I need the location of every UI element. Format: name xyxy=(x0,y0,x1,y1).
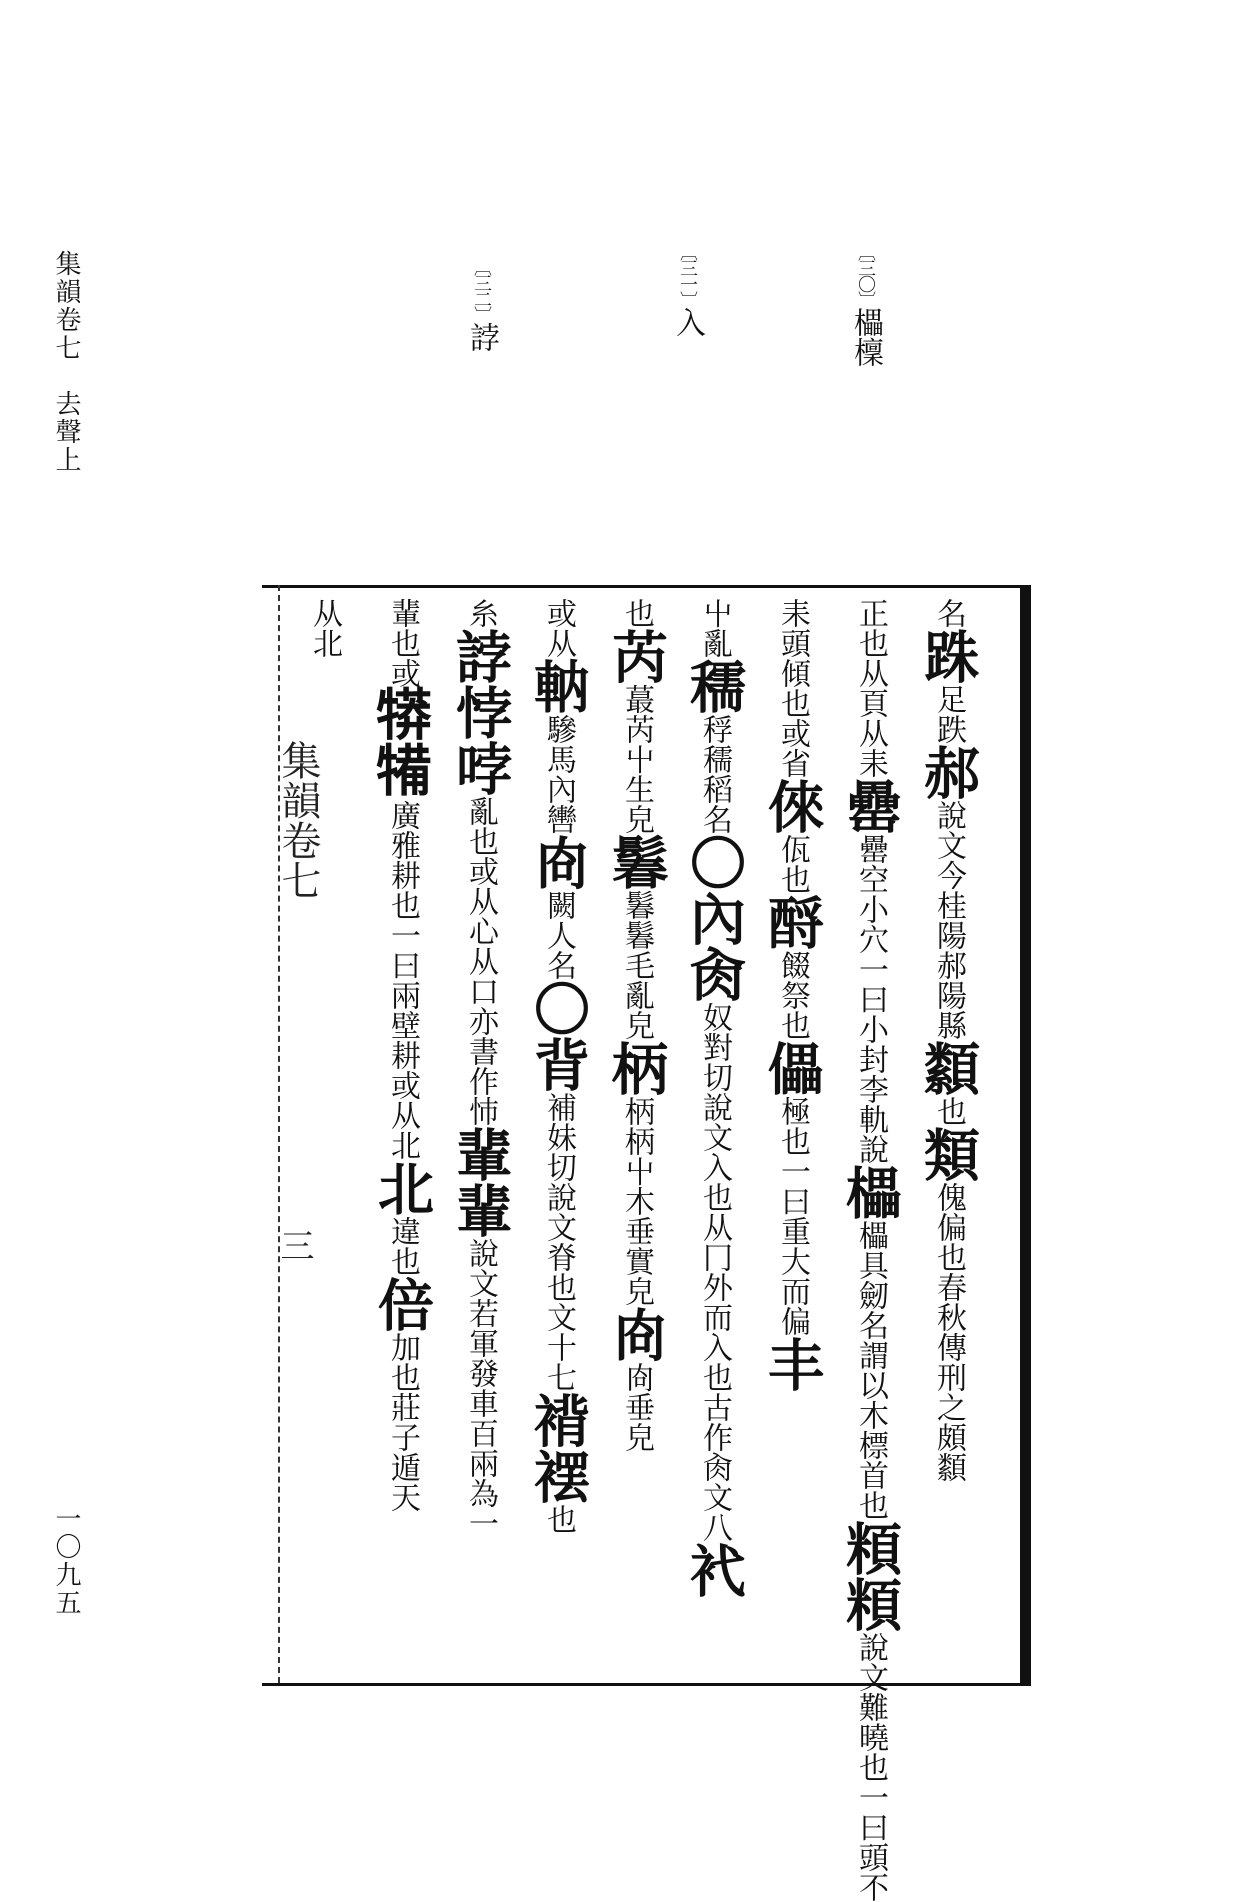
gloss: 㕯垂皃 xyxy=(619,1362,654,1452)
headword: 櫑 xyxy=(837,1164,903,1220)
headword: 類 xyxy=(915,1126,981,1182)
headword: 酹 xyxy=(759,894,825,950)
text-column xyxy=(604,598,668,1668)
fold-title: 集韻卷七 xyxy=(275,740,321,900)
headword: 〇 xyxy=(525,980,591,1036)
gloss: 櫑具劒名謂以木標首也 xyxy=(853,1220,888,1520)
note-number-text: 三〇 xyxy=(855,259,876,291)
headword: 柄 xyxy=(603,1040,669,1096)
note-text: 誖 xyxy=(464,322,499,352)
headword: 跦 xyxy=(915,628,981,684)
headword: 芮 xyxy=(603,628,669,684)
gloss: 驂馬內轡 xyxy=(541,714,576,834)
headword: 丰 xyxy=(759,1336,825,1392)
text-column xyxy=(292,598,356,1668)
gloss: 也 xyxy=(931,1096,966,1126)
gloss: 从北 xyxy=(307,598,342,658)
gloss: 廣雅耕也一曰兩壁耕或从北 xyxy=(385,800,420,1160)
gloss: 也 xyxy=(619,598,654,628)
gloss: 亂也或从心从口亦書作㤄 xyxy=(463,796,498,1126)
note-number: 〔三二〕 xyxy=(471,258,492,322)
gloss: 傀偏也春秋傳刑之頗纇 xyxy=(931,1182,966,1482)
gloss: 加也莊子遁天 xyxy=(385,1332,420,1512)
text-block xyxy=(292,598,981,1902)
headword: 頪頪 xyxy=(837,1520,903,1632)
headword: 倈 xyxy=(759,778,825,834)
headword: 背 xyxy=(525,1036,591,1092)
headword: 穤 xyxy=(681,658,747,714)
gloss: 也 xyxy=(541,1504,576,1534)
collation-note-31 xyxy=(665,243,709,337)
headword: 纇 xyxy=(915,1040,981,1096)
gloss: 輩也或 xyxy=(385,598,420,688)
headword: 軜 xyxy=(525,658,591,714)
collation-note-30 xyxy=(843,243,887,367)
gloss: 正也从頁从耒 xyxy=(853,598,888,778)
headword: 郝 xyxy=(915,744,981,800)
gloss: 說文今桂陽郝陽縣 xyxy=(931,800,966,1040)
note-text: 櫑檁 xyxy=(848,307,883,367)
headword: 內肏 xyxy=(681,890,747,1002)
gloss: 極也一曰重大而偏 xyxy=(775,1096,810,1336)
gloss: 補妹切說文脊也文十七 xyxy=(541,1092,576,1392)
headword: 罍 xyxy=(837,778,903,834)
gloss: 糸 xyxy=(463,598,498,628)
text-column xyxy=(682,598,746,1668)
headword: 鬊 xyxy=(603,834,669,890)
gloss: 柄柄屮木垂實皃 xyxy=(619,1096,654,1306)
gloss: 鬊鬊毛亂皃 xyxy=(619,890,654,1040)
headword: 褙䙓 xyxy=(525,1392,591,1504)
gloss: 說文難曉也一曰頭不 xyxy=(853,1632,888,1902)
text-column xyxy=(837,598,903,1902)
gloss: 名 xyxy=(931,598,966,628)
gloss: 奴對切說文入也从冂外而入也古作肏文八 xyxy=(697,1002,732,1542)
text-column xyxy=(526,598,590,1668)
gloss: 違也 xyxy=(385,1216,420,1276)
text-column xyxy=(760,598,824,1668)
gloss: 罍空小穴一曰小封李軌說 xyxy=(853,834,888,1164)
note-text: 入 xyxy=(670,307,705,337)
note-number-text: 三二 xyxy=(471,274,492,306)
headword: 誖悖哱 xyxy=(447,628,513,796)
gloss: 佤也 xyxy=(775,834,810,894)
fold-leaf-number: 三 xyxy=(274,1228,314,1262)
text-column xyxy=(916,598,980,1668)
collation-note-32 xyxy=(459,258,503,352)
headword: 儡 xyxy=(759,1040,825,1096)
gloss: 或从 xyxy=(541,598,576,658)
note-number: 〔三一〕 xyxy=(677,243,698,307)
gloss: 屮亂 xyxy=(697,598,732,658)
gloss: 蕞芮屮生皃 xyxy=(619,684,654,834)
headword: 㕯 xyxy=(525,834,591,890)
page-number: 一〇九五 xyxy=(51,1505,81,1617)
gloss: 耒頭傾也或省 xyxy=(775,598,810,778)
note-number: 〔三〇〕 xyxy=(855,243,876,307)
gloss: 稃穤稻名 xyxy=(697,714,732,834)
note-number-text: 三一 xyxy=(677,259,698,291)
headword: 䘝 xyxy=(681,1542,747,1598)
text-column xyxy=(370,598,434,1668)
running-head: 集韻卷七 去聲上 xyxy=(51,250,81,474)
gloss: 餟祭也 xyxy=(775,950,810,1040)
headword: 輩輩 xyxy=(447,1126,513,1238)
gloss: 說文若軍發車百兩為一 xyxy=(463,1238,498,1538)
text-column xyxy=(448,598,512,1668)
headword: 倍 xyxy=(369,1276,435,1332)
headword: 𤛘犕 xyxy=(369,688,435,800)
gloss: 闕人名 xyxy=(541,890,576,980)
headword: 北 xyxy=(369,1160,435,1216)
headword: 㕯 xyxy=(603,1306,669,1362)
gloss: 足跌 xyxy=(931,684,966,744)
headword: 〇 xyxy=(681,834,747,890)
